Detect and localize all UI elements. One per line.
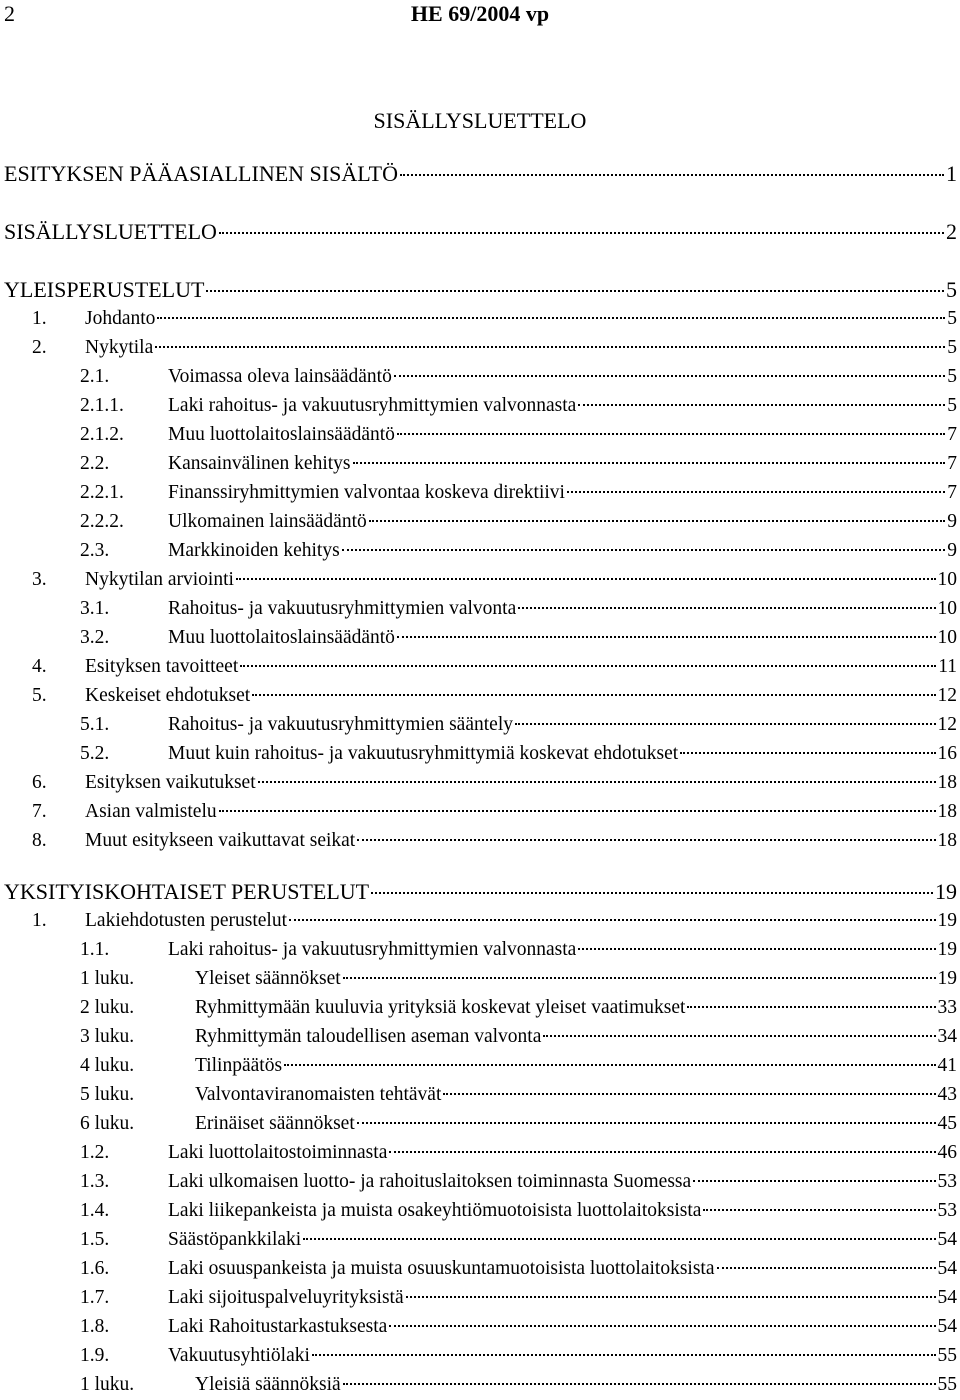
dot-leader: [687, 1006, 935, 1008]
toc-entry-number: 1.6.: [80, 1258, 110, 1279]
toc-entry-page: 16: [937, 743, 957, 764]
toc-entry-number: 3 luku.: [80, 1026, 135, 1047]
toc-entry: [80, 1343, 957, 1369]
toc-entry-number: 2.2.2.: [80, 511, 124, 532]
toc-entry-title: Ryhmittymän taloudellisen aseman valvonta: [195, 1026, 542, 1047]
toc-entry-number: 1.8.: [80, 1316, 110, 1337]
toc-entry-page: 55: [937, 1374, 957, 1395]
toc-entry-page: 54: [937, 1229, 957, 1250]
toc-entry-page: 9: [947, 540, 957, 561]
dot-leader: [369, 520, 946, 522]
toc-entry: [80, 393, 957, 419]
toc-entry-title: ESITYKSEN PÄÄASIALLINEN SISÄLTÖ: [4, 161, 398, 186]
toc-entry-page: 18: [937, 801, 957, 822]
toc-entry-page: 54: [937, 1316, 957, 1337]
toc-entry-number: 1.3.: [80, 1171, 110, 1192]
dot-leader: [680, 752, 935, 754]
toc-entry-number: 2 luku.: [80, 997, 135, 1018]
dot-leader: [717, 1267, 936, 1269]
toc-entry-page: 2: [946, 219, 957, 244]
toc-entry: [80, 1372, 957, 1398]
toc-entry: [80, 1198, 957, 1224]
dot-leader: [240, 665, 936, 667]
toc-entry-page: 7: [947, 482, 957, 503]
dot-leader: [343, 1383, 936, 1385]
toc-entry-title: Rahoitus- ja vakuutusryhmittymien sääntely: [168, 714, 513, 735]
dot-leader: [515, 723, 936, 725]
dot-leader: [312, 1354, 936, 1356]
toc-entry-number: 6.: [32, 772, 47, 793]
toc-entry: [80, 995, 957, 1021]
toc-entry-page: 5: [947, 395, 957, 416]
dot-leader: [353, 462, 946, 464]
toc-entry-number: 2.2.: [80, 453, 110, 474]
dot-leader: [284, 1064, 935, 1066]
dot-leader: [394, 375, 945, 377]
toc-entry-title: Ryhmittymään kuuluvia yrityksiä koskevat yleiset vaatimukset: [195, 997, 686, 1018]
toc-entry-number: 8.: [32, 830, 47, 851]
toc-entry-title: Finanssiryhmittymien valvontaa koskeva direktiivi: [168, 482, 565, 503]
toc-entry-title: Asian valmistelu: [85, 801, 217, 822]
toc-entry-number: 5.1.: [80, 714, 110, 735]
toc-entry-page: 5: [946, 277, 957, 302]
dot-leader: [303, 1238, 935, 1240]
toc-entry: [80, 1314, 957, 1340]
toc-entry-number: 2.1.2.: [80, 424, 124, 445]
toc-entry-number: 1.7.: [80, 1287, 110, 1308]
document-id: HE 69/2004 vp: [410, 1, 550, 26]
toc-entry: [80, 625, 957, 651]
toc-entry: [80, 712, 957, 738]
dot-leader: [406, 1296, 936, 1298]
toc-entry-title: YLEISPERUSTELUT: [4, 277, 205, 302]
toc-entry-page: 5: [947, 308, 957, 329]
toc-entry-title: Vakuutusyhtiölaki: [168, 1345, 310, 1366]
toc-entry: [80, 1227, 957, 1253]
toc-entry-page: 18: [937, 772, 957, 793]
toc-entry-title: Voimassa oleva lainsäädäntö: [168, 366, 392, 387]
toc-entry-title: Tilinpäätös: [195, 1055, 283, 1076]
toc-entry-page: 33: [937, 997, 957, 1018]
toc-entry-number: 5 luku.: [80, 1084, 135, 1105]
toc-entry-title: Valvontaviranomaisten tehtävät: [195, 1084, 442, 1105]
toc-entry-number: 2.1.1.: [80, 395, 124, 416]
toc-entry-page: 10: [937, 627, 957, 648]
toc-entry: [32, 683, 957, 709]
toc-entry-title: Markkinoiden kehitys: [168, 540, 340, 561]
toc-entry: [80, 1024, 957, 1050]
toc-entry: [80, 596, 957, 622]
toc-entry-title: Yleisiä säännöksiä: [195, 1374, 341, 1395]
dot-leader: [567, 491, 945, 493]
dot-leader: [693, 1180, 935, 1182]
toc-entry-title: Nykytilan arviointi: [85, 569, 234, 590]
toc-entry-number: 3.1.: [80, 598, 110, 619]
toc-entry-page: 10: [937, 598, 957, 619]
dot-leader: [155, 346, 945, 348]
dot-leader: [518, 607, 935, 609]
dot-leader: [703, 1209, 935, 1211]
dot-leader: [219, 232, 944, 234]
toc-entry-number: 2.1.: [80, 366, 110, 387]
dot-leader: [157, 317, 945, 319]
toc-entry: [80, 480, 957, 506]
dot-leader: [578, 404, 945, 406]
toc-entry-title: Laki luottolaitostoiminnasta: [168, 1142, 388, 1163]
dot-leader: [289, 919, 936, 921]
toc-entry-page: 54: [937, 1287, 957, 1308]
dot-leader: [342, 549, 946, 551]
toc-entry: [80, 1256, 957, 1282]
toc-entry-title: Keskeiset ehdotukset: [85, 685, 251, 706]
toc-entry-page: 1: [946, 161, 957, 186]
dot-leader: [252, 694, 935, 696]
dot-leader: [443, 1093, 935, 1095]
toc-entry-number: 2.: [32, 337, 47, 358]
toc-entry: [32, 799, 957, 825]
toc-entry-number: 1 luku.: [80, 1374, 135, 1395]
toc-entry-number: 3.: [32, 569, 47, 590]
toc-entry: [80, 966, 957, 992]
toc-entry-title: Nykytila: [85, 337, 154, 358]
toc-entry-title: Laki Rahoitustarkastuksesta: [168, 1316, 388, 1337]
dot-leader: [371, 892, 933, 894]
toc-entry: [80, 538, 957, 564]
toc-entry-title: Kansainvälinen kehitys: [168, 453, 351, 474]
toc-entry-page: 12: [937, 714, 957, 735]
toc-entry-title: Laki osuuspankeista ja muista osuuskuntamuotoisista luottolaitoksista: [168, 1258, 715, 1279]
toc-entry: [32, 828, 957, 854]
toc-entry-title: Esityksen tavoitteet: [85, 656, 239, 677]
toc-entry: [80, 1082, 957, 1108]
page-number: 2: [4, 1, 15, 26]
toc-entry-title: Erinäiset säännökset: [195, 1113, 355, 1134]
toc-entry-number: 7.: [32, 801, 47, 822]
toc-entry: [4, 161, 957, 187]
toc-entry: [80, 364, 957, 390]
toc-entry-number: 1.: [32, 308, 47, 329]
dot-leader: [219, 810, 936, 812]
toc-entry-number: 4 luku.: [80, 1055, 135, 1076]
dot-leader: [357, 839, 935, 841]
toc-entry-title: Laki sijoituspalveluyrityksistä: [168, 1287, 404, 1308]
toc-entry-page: 18: [937, 830, 957, 851]
toc-entry-number: 1.5.: [80, 1229, 110, 1250]
toc-entry-title: Laki rahoitus- ja vakuutusryhmittymien valvonnasta: [168, 395, 577, 416]
toc-entry-page: 54: [937, 1258, 957, 1279]
toc-entry-title: YKSITYISKOHTAISET PERUSTELUT: [4, 879, 370, 904]
toc-entry-page: 53: [937, 1171, 957, 1192]
toc-entry-number: 1.1.: [80, 939, 110, 960]
toc-entry: [80, 1285, 957, 1311]
dot-leader: [400, 174, 944, 176]
toc-entry-title: SISÄLLYSLUETTELO: [4, 219, 217, 244]
toc-entry: [32, 567, 957, 593]
toc-entry: [80, 422, 957, 448]
toc-entry-title: Laki rahoitus- ja vakuutusryhmittymien valvonnasta: [168, 939, 577, 960]
toc-entry-page: 12: [937, 685, 957, 706]
toc-entry-title: Muut kuin rahoitus- ja vakuutusryhmittymiä koskevat ehdotukset: [168, 743, 679, 764]
toc-entry-title: Muu luottolaitoslainsäädäntö: [168, 627, 395, 648]
toc-entry: [32, 770, 957, 796]
dot-leader: [343, 977, 936, 979]
toc-entry-number: 5.: [32, 685, 47, 706]
toc-entry: [4, 277, 957, 303]
toc-entry: [80, 451, 957, 477]
toc-entry-page: 43: [937, 1084, 957, 1105]
toc-entry-title: Muu luottolaitoslainsäädäntö: [168, 424, 395, 445]
toc-entry-number: 6 luku.: [80, 1113, 135, 1134]
toc-entry-page: 55: [937, 1345, 957, 1366]
toc-entry-number: 1.: [32, 910, 47, 931]
dot-leader: [389, 1151, 935, 1153]
toc-entry: [80, 1169, 957, 1195]
toc-entry-title: Esityksen vaikutukset: [85, 772, 256, 793]
toc-entry-number: 2.3.: [80, 540, 110, 561]
page-header: [0, 0, 960, 30]
toc-entry-title: Johdanto: [85, 308, 156, 329]
toc-entry-page: 5: [947, 337, 957, 358]
toc-entry-number: 1.2.: [80, 1142, 110, 1163]
dot-leader: [357, 1122, 936, 1124]
toc-entry-page: 11: [938, 656, 957, 677]
toc-entry-title: Rahoitus- ja vakuutusryhmittymien valvonta: [168, 598, 517, 619]
toc-entry-number: 1 luku.: [80, 968, 135, 989]
toc-entry-page: 19: [937, 910, 957, 931]
toc-entry-page: 41: [937, 1055, 957, 1076]
toc-entry-title: Säästöpankkilaki: [168, 1229, 302, 1250]
toc-entry-number: 3.2.: [80, 627, 110, 648]
toc-entry-number: 5.2.: [80, 743, 110, 764]
toc-entry-title: Laki ulkomaisen luotto- ja rahoituslaitoksen toiminnasta Suomessa: [168, 1171, 692, 1192]
toc-entry: [32, 306, 957, 332]
toc-entry-page: 7: [947, 453, 957, 474]
toc-entry-page: 9: [947, 511, 957, 532]
toc-entry-page: 7: [947, 424, 957, 445]
dot-leader: [397, 636, 936, 638]
dot-leader: [397, 433, 945, 435]
toc-entry-title: Ulkomainen lainsäädäntö: [168, 511, 367, 532]
toc-entry-title: Laki liikepankeista ja muista osakeyhtiömuotoisista luottolaitoksista: [168, 1200, 702, 1221]
toc-entry: [80, 1111, 957, 1137]
toc-entry: [80, 1140, 957, 1166]
toc-entry-page: 53: [937, 1200, 957, 1221]
dot-leader: [206, 290, 944, 292]
dot-leader: [258, 781, 936, 783]
toc-entry-page: 45: [937, 1113, 957, 1134]
toc-entry-title: Muut esitykseen vaikuttavat seikat: [85, 830, 356, 851]
toc-entry-page: 5: [947, 366, 957, 387]
toc-entry-number: 4.: [32, 656, 47, 677]
dot-leader: [578, 948, 935, 950]
toc-entry: [80, 1053, 957, 1079]
toc-entry-number: 1.4.: [80, 1200, 110, 1221]
toc-entry-page: 19: [935, 879, 957, 904]
dot-leader: [389, 1325, 935, 1327]
toc-entry-number: 2.2.1.: [80, 482, 124, 503]
toc-entry: [80, 937, 957, 963]
toc-entry: [4, 219, 957, 245]
toc-title: SISÄLLYSLUETTELO: [373, 108, 587, 133]
toc-entry: [80, 741, 957, 767]
toc-entry: [32, 654, 957, 680]
toc-entry: [32, 335, 957, 361]
toc-entry-title: Yleiset säännökset: [195, 968, 341, 989]
toc-entry-page: 19: [937, 968, 957, 989]
toc-entry: [32, 908, 957, 934]
dot-leader: [236, 578, 936, 580]
toc-entry: [80, 509, 957, 535]
toc-entry-page: 34: [937, 1026, 957, 1047]
toc-entry-number: 1.9.: [80, 1345, 110, 1366]
toc-entry-page: 10: [937, 569, 957, 590]
toc-entry-page: 46: [937, 1142, 957, 1163]
toc-entry-page: 19: [937, 939, 957, 960]
toc-entry: [4, 879, 957, 905]
toc-entry-title: Lakiehdotusten perustelut: [85, 910, 287, 931]
dot-leader: [543, 1035, 935, 1037]
